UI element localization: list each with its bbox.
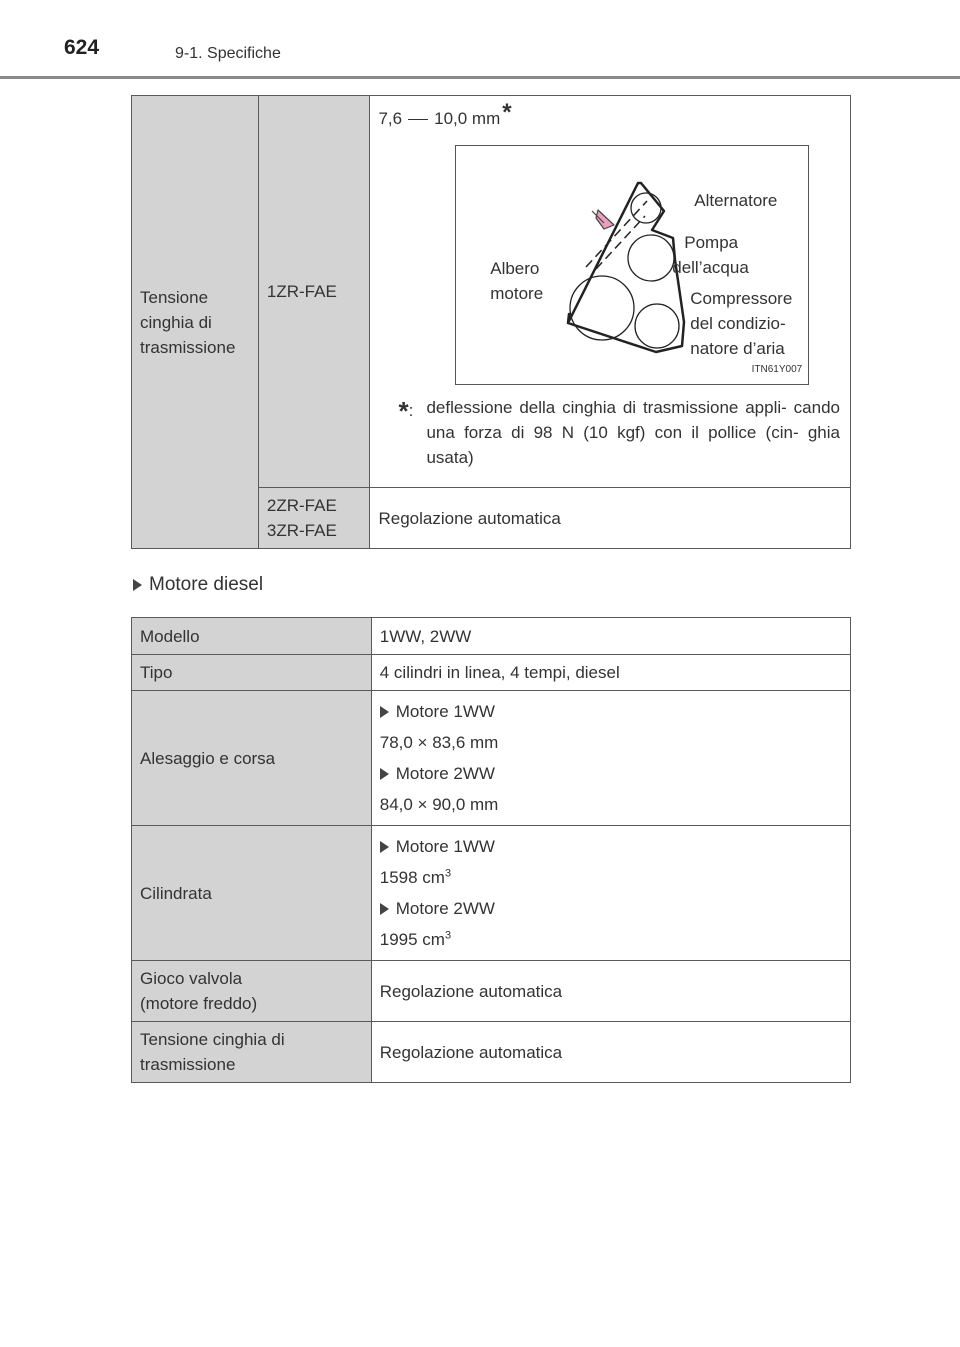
engine-2zr-3zr-label: 2ZR-FAE 3ZR-FAE <box>258 488 370 549</box>
alternator-label: Alternatore <box>694 191 778 210</box>
engine-1ww-subhead: Motore 1WW <box>380 834 842 859</box>
valve-clearance-value: Regolazione automatica <box>371 961 850 1022</box>
deflection-value: 7,6 10,0 mm* <box>378 99 512 128</box>
page-header <box>0 0 960 80</box>
bore-1ww: 78,0 × 83,6 mm <box>379 733 499 752</box>
ac-compressor-label-1: Compressore <box>690 289 793 308</box>
bore-2ww: 84,0 × 90,0 mm <box>379 795 499 814</box>
engine-1zr-label: 1ZR-FAE <box>258 96 370 488</box>
page-number: 624 <box>64 36 100 59</box>
belt-tension-label: Tensione cinghia di trasmissione <box>132 96 259 549</box>
ac-compressor-label-2: del condizio- <box>690 314 786 333</box>
engine-1ww-subhead: Motore 1WW <box>380 699 842 724</box>
bore-stroke-label: Alesaggio e corsa <box>132 691 372 826</box>
displacement-values <box>371 826 850 961</box>
triangle-bullet-icon <box>380 841 389 853</box>
engine-2ww-subhead: Motore 2WW <box>380 896 842 921</box>
water-pump-pulley <box>628 235 674 281</box>
footnote: *: deflessione della cinghia di trasmissione appli- cando una forza di 98 N (10 kgf) con il pollice (cin- ghia usata) <box>398 395 842 470</box>
engine-2ww-subhead: Motore 2WW <box>380 761 842 786</box>
footnote-text: deflessione della cinghia di trasmissione appli- cando una forza di 98 N (10 kgf) con il pollice (cin- ghia usata) <box>426 398 840 467</box>
diesel-heading: Motore diesel <box>133 574 263 596</box>
displacement-label: Cilindrata <box>132 826 372 961</box>
valve-clearance-label: Gioco valvola (motore freddo) <box>132 961 372 1022</box>
type-value: 4 cilindri in linea, 4 tempi, diesel <box>371 655 850 691</box>
triangle-bullet-icon <box>133 579 142 591</box>
model-label: Modello <box>132 618 372 655</box>
crankshaft-label-1: Albero <box>490 259 540 278</box>
drive-belt <box>568 183 684 352</box>
displacement-2ww: 1995 $cm^3$ <box>379 929 452 949</box>
crankshaft-pulley <box>570 276 634 340</box>
diesel-spec-table <box>131 617 851 1083</box>
footnote-star: * <box>502 99 512 126</box>
belt-diagram <box>455 145 809 385</box>
diagram-code: ITN61Y007 <box>751 364 803 375</box>
crankshaft-label-2: motore <box>490 284 544 303</box>
belt-deflection-cell <box>370 96 851 488</box>
pressure-arrow <box>592 210 614 229</box>
alternator-pulley <box>631 193 661 223</box>
header-divider <box>0 76 960 79</box>
displacement-1ww: 1598 $cm^3$ <box>379 867 452 887</box>
auto-adjust-value: Regolazione automatica <box>370 488 851 549</box>
section-title: 9-1. Specifiche <box>175 45 281 62</box>
diesel-belt-tension-label: Tensione cinghia di trasmissione <box>132 1022 372 1083</box>
type-label: Tipo <box>132 655 372 691</box>
petrol-belt-table <box>131 95 851 549</box>
ac-compressor-label-3: natore d’aria <box>690 339 785 358</box>
triangle-bullet-icon <box>380 768 389 780</box>
water-pump-label-1: Pompa <box>684 233 739 252</box>
ac-compressor-pulley <box>635 304 679 348</box>
belt-deflection-dashes <box>586 201 647 267</box>
model-value: 1WW, 2WW <box>371 618 850 655</box>
triangle-bullet-icon <box>380 903 389 915</box>
water-pump-label-2: dell’acqua <box>672 258 749 277</box>
diesel-belt-tension-value: Regolazione automatica <box>371 1022 850 1083</box>
triangle-bullet-icon <box>380 706 389 718</box>
range-dash <box>408 119 428 121</box>
bore-stroke-values <box>371 691 850 826</box>
